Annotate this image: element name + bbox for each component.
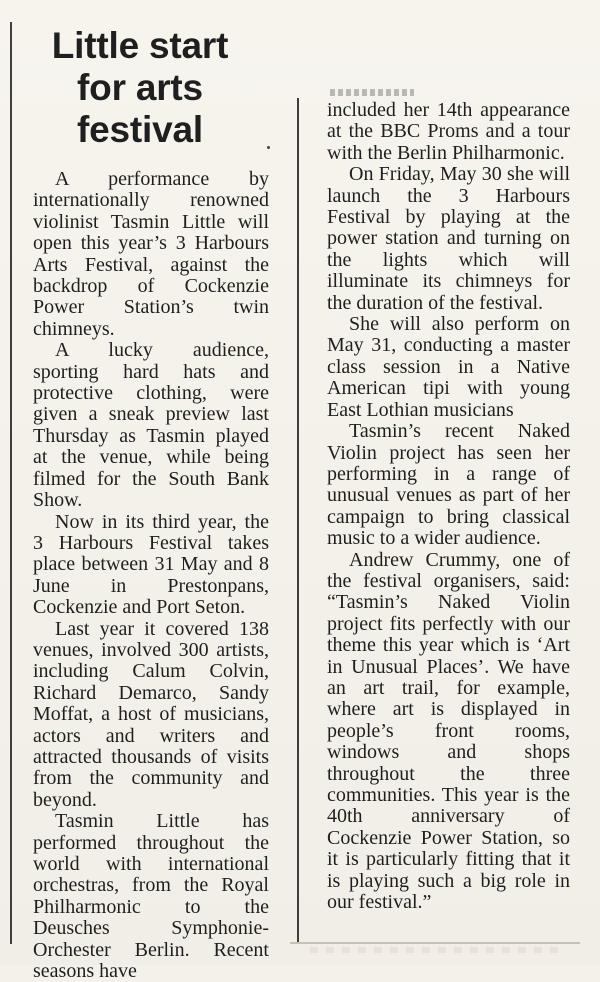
right-text-column <box>327 100 570 913</box>
headline-line-1: Little start <box>51 25 229 66</box>
left-paragraph-3: Now in its third year, the 3 Harbours Festival takes place between 31 May and 8 June in Prestonpans, Cockenzie and Port Seton. <box>33 510 269 619</box>
left-paragraph-5: Tasmin Little has performed throughout the world with international orchestras, from the Royal Philharmonic to the Deusches Symphonie-Orchester Berlin. Recent seasons have <box>33 810 269 982</box>
headline-line-2: for arts <box>77 67 203 108</box>
left-border-rule <box>10 22 12 944</box>
article-headline <box>20 25 260 151</box>
print-speck <box>267 146 270 149</box>
bottom-edge-marks <box>310 947 560 953</box>
right-paragraph-3: She will also perform on May 31, conducting a master class session in a Native American tipi with young East Lothian musicians <box>327 313 570 421</box>
headline-line-3: festival <box>77 109 203 150</box>
right-paragraph-4: Tasmin’s recent Naked Violin project has seen her performing in a range of unusual venues as part of her campaign to bring classical music to a wider audience. <box>327 420 570 550</box>
left-paragraph-2: A lucky audience, sporting hard hats and protective clothing, were given a sneak preview last Thursday as Tasmin played at the venue, while being filmed for the South Bank Show. <box>33 339 269 512</box>
right-paragraph-2: On Friday, May 30 she will launch the 3 Harbours Festival by playing at the power station and turning on the lights which will illuminate its chimneys for the duration of the festival. <box>327 163 570 314</box>
left-paragraph-4: Last year it covered 138 venues, involved 300 artists, including Calum Colvin, Richard Demarco, Sandy Moffat, a host of musicians, actors and writers and attracted thousands of visits from the community and beyond. <box>33 617 269 811</box>
bottom-rule <box>290 942 580 944</box>
right-paragraph-5: Andrew Crummy, one of the festival organisers, said: “Tasmin’s Naked Violin project fits perfectly with our theme this year which is ‘Art in Unusual Places’. We have an art trail, for example, where art is displayed in people’s front rooms, windows and shops throughout the three communities. This year is the 40th anniversary of Cockenzie Power Station, so it is particularly fitting that it is playing such a big role in our festival.” <box>327 548 570 914</box>
column-divider-rule <box>297 98 299 943</box>
right-paragraph-1: included her 14th appearance at the BBC Proms and a tour with the Berlin Philharmonic. <box>327 99 570 164</box>
left-text-column <box>33 169 269 982</box>
left-paragraph-1: A performance by internationally renowned violinist Tasmin Little will open this year’s 3 Harbours Arts Festival, against the backdrop of Cockenzie Power Station’s twin chimneys. <box>33 168 269 340</box>
top-text-fragment <box>330 89 414 96</box>
